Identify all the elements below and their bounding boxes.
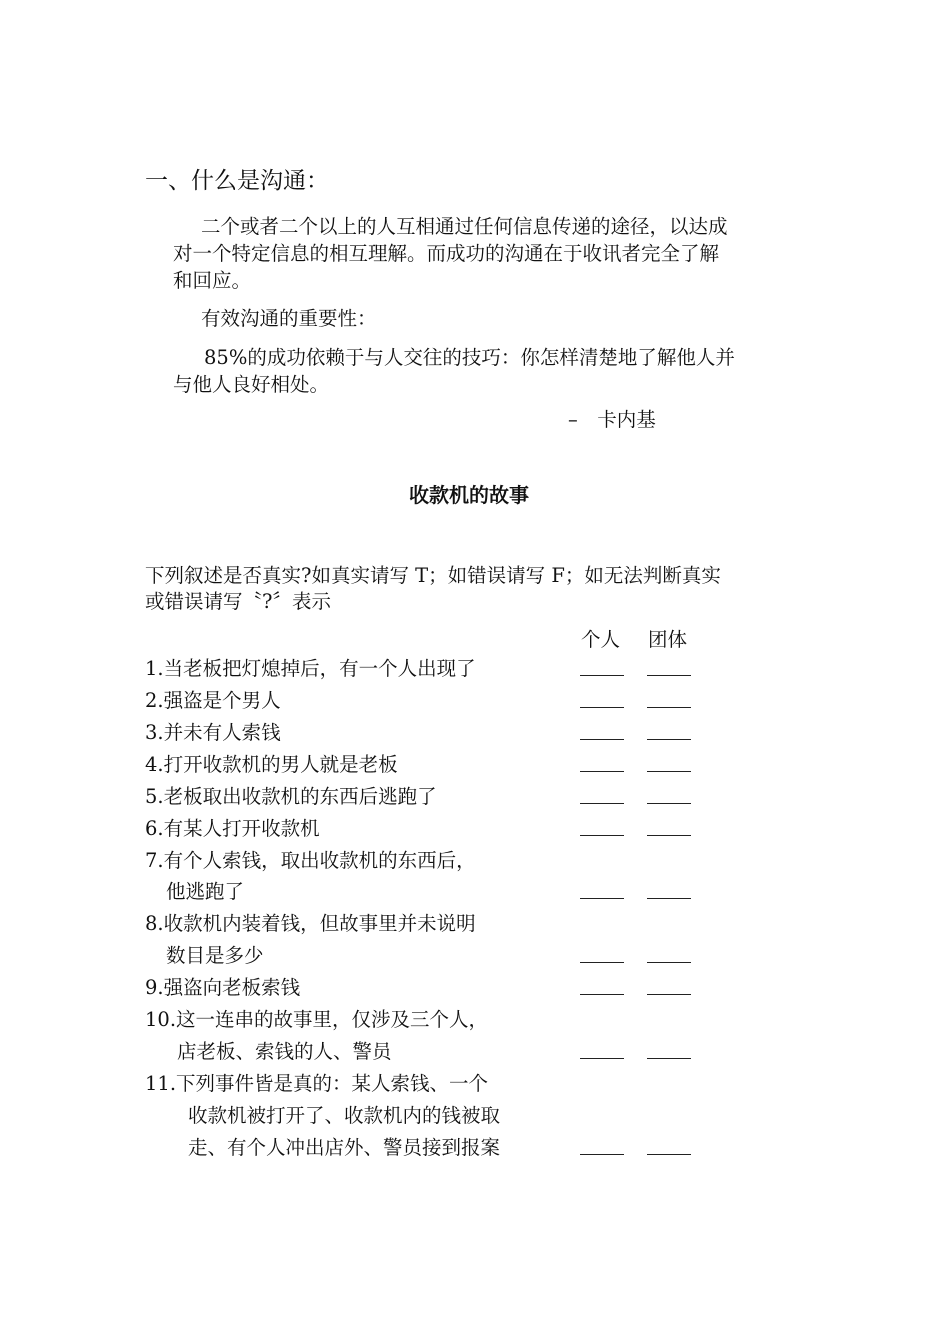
answer-blank-group-4[interactable] [647,771,691,772]
statement-10-line-1: 10.这一连串的故事里，仅涉及三个人， [145,1008,489,1031]
answer-blank-individual-8[interactable] [580,962,624,963]
answer-blank-individual-3[interactable] [580,739,624,740]
answer-blank-group-9[interactable] [647,994,691,995]
statement-6: 6.有某人打开收款机 [145,817,320,840]
answer-blank-group-11[interactable] [647,1154,691,1155]
story-title: 收款机的故事 [409,483,529,507]
answer-blank-group-7[interactable] [647,898,691,899]
answer-blank-individual-6[interactable] [580,835,624,836]
statement-7-line-1: 7.有个人索钱，取出收款机的东西后， [145,849,476,872]
answer-blank-individual-2[interactable] [580,707,624,708]
answer-blank-individual-7[interactable] [580,898,624,899]
column-header-individual: 个人 [581,628,621,651]
importance-label: 有效沟通的重要性： [201,307,377,330]
answer-blank-individual-5[interactable] [580,803,624,804]
definition-line-2: 对一个特定信息的相互理解。而成功的沟通在于收讯者完全了解 [173,242,720,265]
quote-line-1: 85%的成功依赖于与人交往的技巧：你怎样清楚地了解他人并 [204,346,735,369]
answer-blank-individual-11[interactable] [580,1154,624,1155]
answer-blank-group-3[interactable] [647,739,691,740]
instructions-line-1: 下列叙述是否真实?如真实请写 T；如错误请写 F；如无法判断真实 [145,564,721,587]
answer-blank-group-5[interactable] [647,803,691,804]
definition-line-3: 和回应。 [173,269,252,292]
answer-blank-individual-9[interactable] [580,994,624,995]
statement-8-line-2: 数目是多少 [166,944,264,967]
statement-11-line-3: 走、有个人冲出店外、警员接到报案 [188,1136,501,1159]
instructions-line-2: 或错误请写〝?〞表示 [145,590,331,613]
statement-2: 2.强盗是个男人 [145,689,281,712]
statement-9: 9.强盗向老板索钱 [145,976,301,999]
statement-8-line-1: 8.收款机内装着钱，但故事里并未说明 [145,912,476,935]
statement-3: 3.并未有人索钱 [145,721,281,744]
column-header-group: 团体 [648,628,688,651]
statement-1: 1.当老板把灯熄掉后，有一个人出现了 [145,657,476,680]
answer-blank-individual-1[interactable] [580,675,624,676]
quote-line-2: 与他人良好相处。 [173,373,330,396]
quote-attribution: – 卡内基 [568,408,656,431]
answer-blank-group-8[interactable] [647,962,691,963]
statement-4: 4.打开收款机的男人就是老板 [145,753,398,776]
answer-blank-individual-4[interactable] [580,771,624,772]
statement-5: 5.老板取出收款机的东西后逃跑了 [145,785,437,808]
statement-7-line-2: 他逃跑了 [166,880,245,903]
definition-line-1: 二个或者二个以上的人互相通过任何信息传递的途径，以达成 [201,215,728,238]
answer-blank-individual-10[interactable] [580,1058,624,1059]
answer-blank-group-2[interactable] [647,707,691,708]
statement-11-line-1: 11.下列事件皆是真的：某人索钱、一个 [145,1072,489,1095]
answer-blank-group-10[interactable] [647,1058,691,1059]
answer-blank-group-1[interactable] [647,675,691,676]
section-heading: 一、什么是沟通： [145,168,329,194]
statement-10-line-2: 店老板、索钱的人、警员 [177,1040,392,1063]
answer-blank-group-6[interactable] [647,835,691,836]
statement-11-line-2: 收款机被打开了、收款机内的钱被取 [188,1104,501,1127]
